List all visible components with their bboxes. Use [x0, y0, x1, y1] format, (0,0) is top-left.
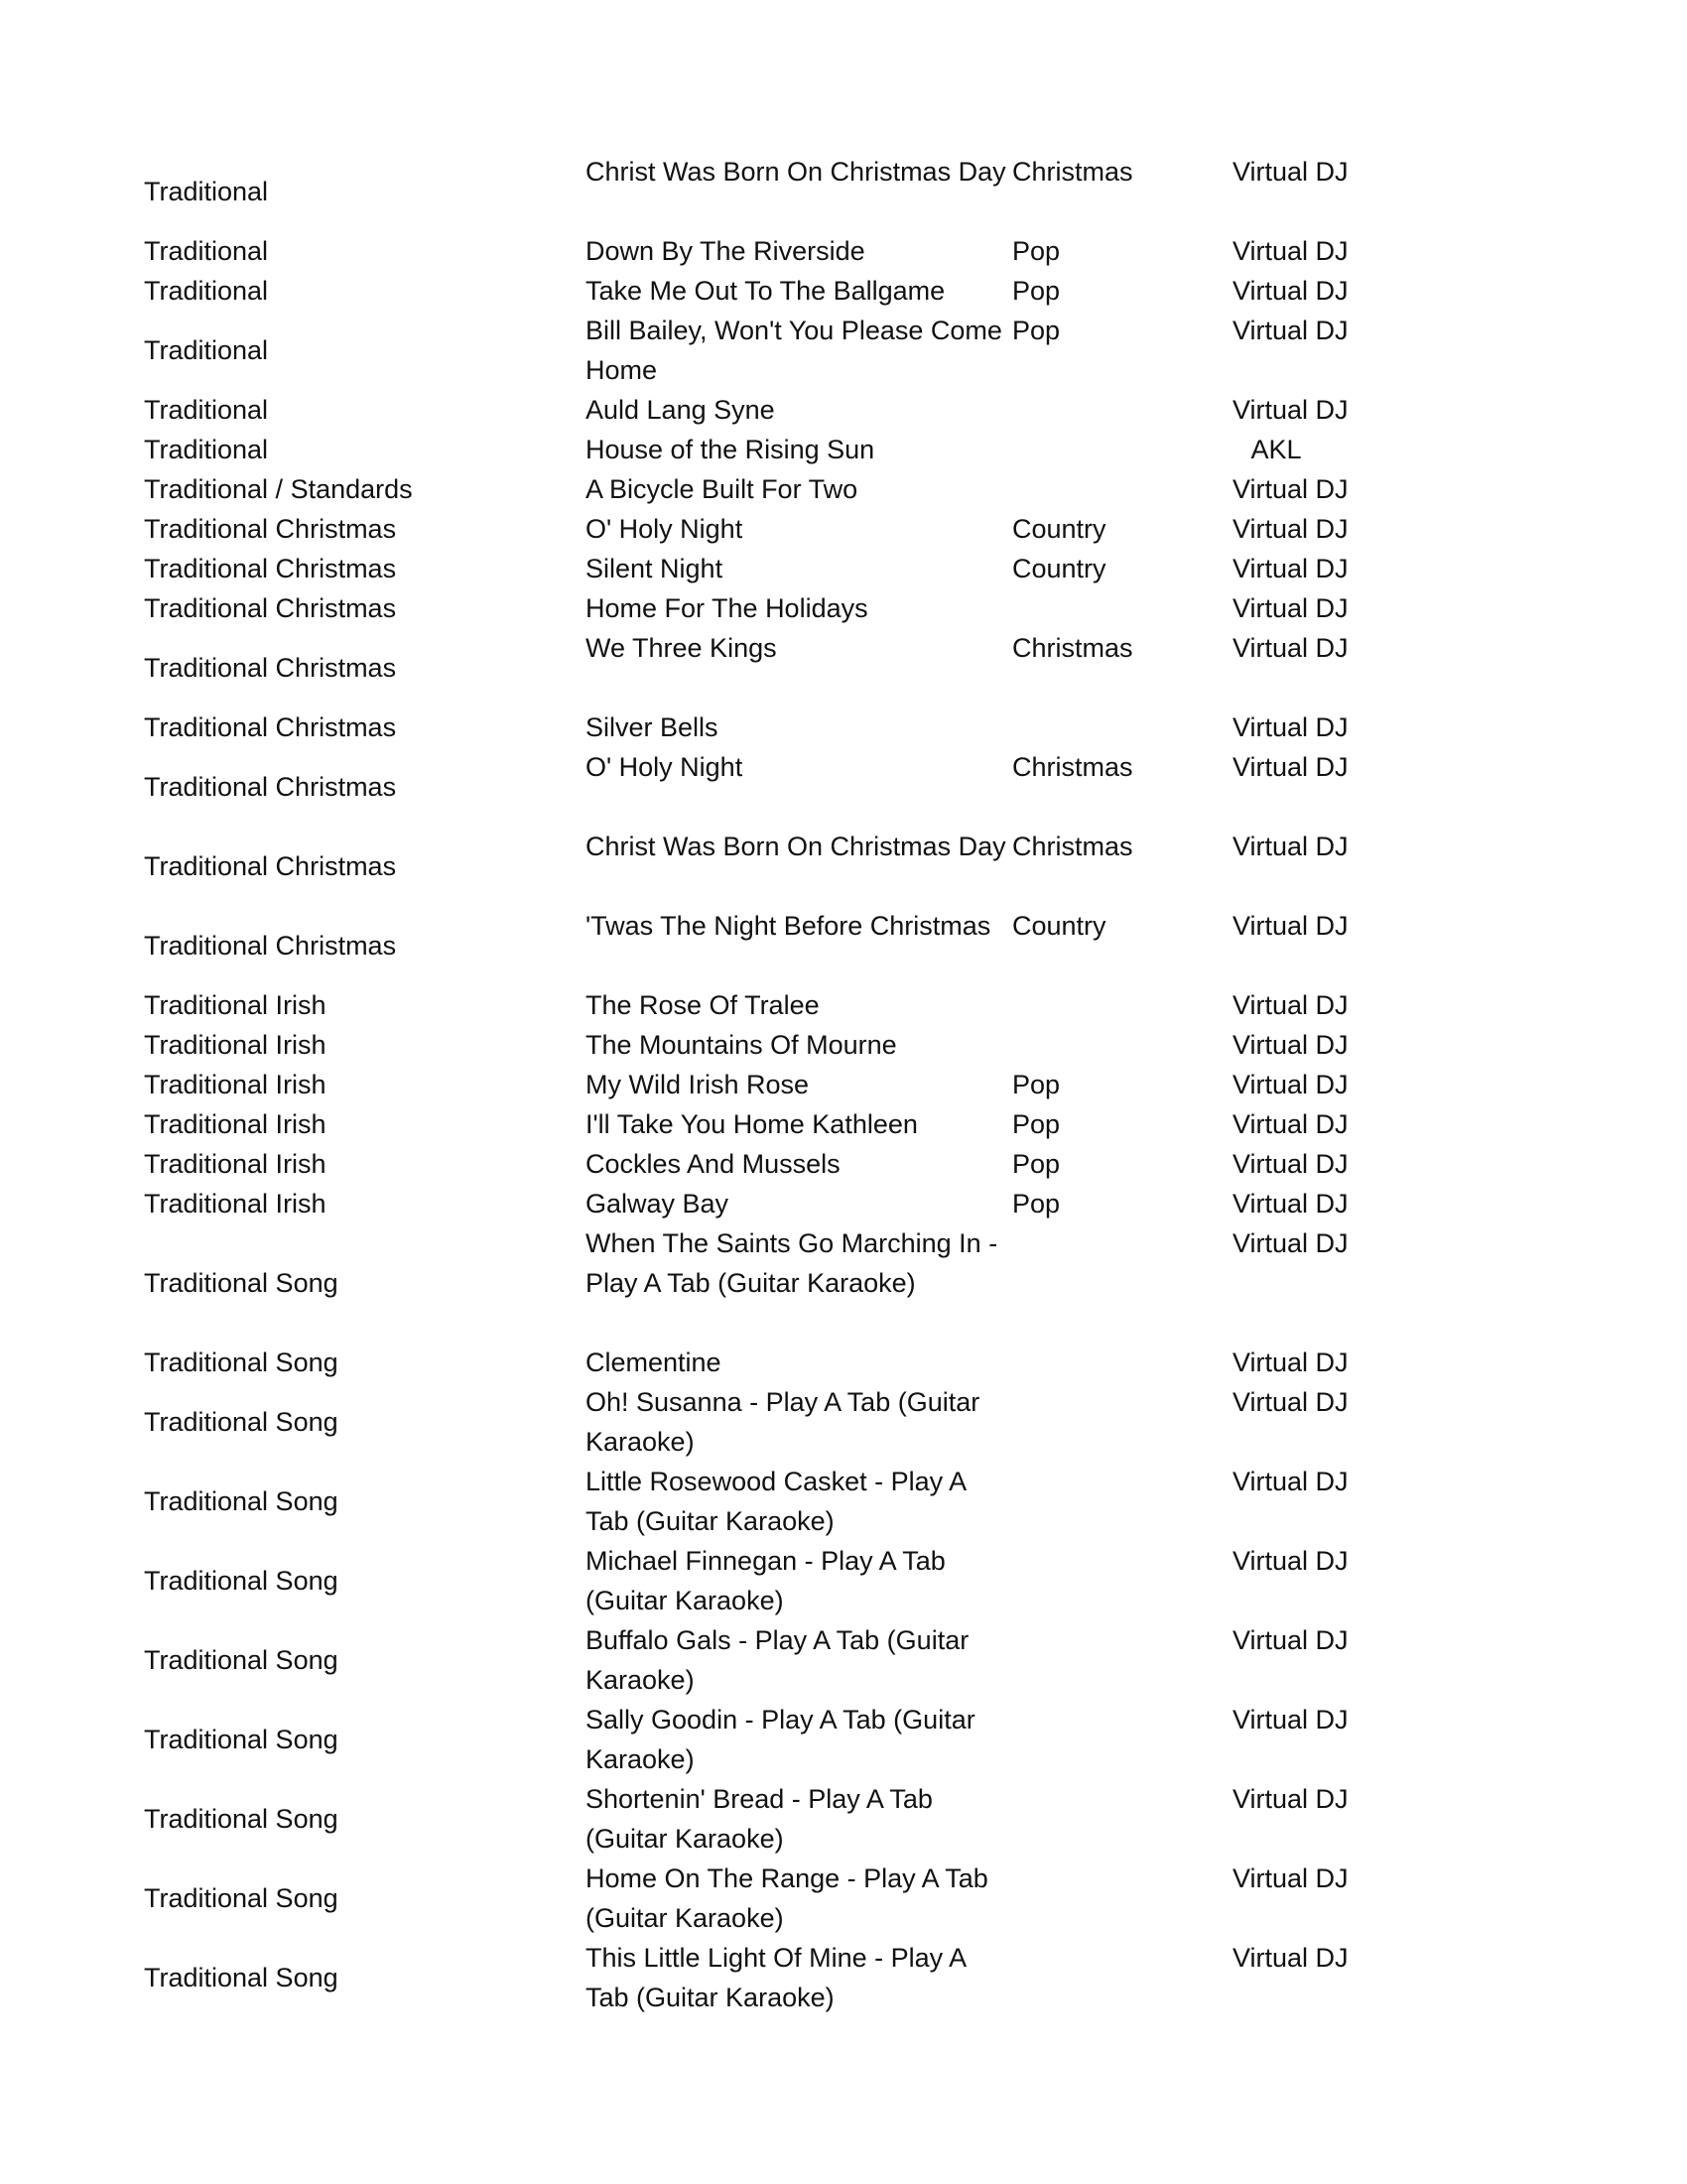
source-cell: Virtual DJ [1233, 1784, 1349, 1814]
table-row [144, 509, 1404, 549]
source-cell: Virtual DJ [1233, 1189, 1349, 1219]
title-cell: A Bicycle Built For Two [585, 474, 858, 504]
artist-cell: Traditional Christmas [144, 514, 397, 544]
source-cell: AKL [1250, 435, 1302, 464]
title-cell: 'Twas The Night Before Christmas [585, 911, 991, 941]
source-cell: Virtual DJ [1233, 157, 1349, 187]
title-cell: Home For The Holidays [585, 593, 868, 623]
title-cell: I'll Take You Home Kathleen [585, 1109, 918, 1139]
table-row [144, 231, 1404, 271]
source-cell: Virtual DJ [1233, 1348, 1349, 1377]
table-row [144, 588, 1404, 628]
genre-cell [1012, 588, 1233, 628]
table-row [144, 271, 1404, 311]
genre-cell: Pop [1012, 316, 1061, 345]
genre-cell [1012, 390, 1233, 430]
genre-cell: Country [1012, 554, 1106, 583]
title-cell: Take Me Out To The Ballgame [585, 276, 946, 306]
artist-cell: Traditional Irish [144, 1070, 326, 1099]
table-row [144, 1620, 1404, 1700]
artist-cell: Traditional Song [144, 1268, 338, 1298]
artist-cell: Traditional [144, 435, 269, 464]
artist-cell: Traditional Christmas [144, 712, 397, 742]
artist-cell: Traditional Song [144, 1883, 338, 1913]
artist-cell: Traditional Irish [144, 1149, 326, 1179]
artist-cell: Traditional Song [144, 1645, 338, 1675]
artist-cell: Traditional Song [144, 1725, 338, 1754]
title-cell: The Rose Of Tralee [585, 990, 820, 1020]
table-row [144, 1223, 1404, 1343]
artist-cell: Traditional Christmas [144, 593, 397, 623]
table-row [144, 390, 1404, 430]
genre-cell: Pop [1012, 1070, 1061, 1099]
table-row [144, 1025, 1404, 1065]
title-cell: Silent Night [585, 554, 723, 583]
genre-cell [1012, 707, 1233, 747]
genre-cell: Pop [1012, 236, 1061, 266]
table-row [144, 1382, 1404, 1462]
title-cell: Silver Bells [585, 712, 718, 742]
genre-cell: Pop [1012, 1149, 1061, 1179]
genre-cell: Pop [1012, 276, 1061, 306]
artist-cell: Traditional Irish [144, 990, 326, 1020]
source-cell: Virtual DJ [1233, 1863, 1349, 1893]
artist-cell: Traditional Irish [144, 1189, 326, 1219]
table-row [144, 1065, 1404, 1104]
title-cell: O' Holy Night [585, 514, 743, 544]
genre-cell: Pop [1012, 1109, 1061, 1139]
table-row [144, 430, 1404, 469]
genre-cell: Christmas [1012, 752, 1133, 782]
genre-cell [1012, 1382, 1233, 1462]
title-cell: Christ Was Born On Christmas Day [585, 832, 1006, 861]
table-row [144, 1462, 1404, 1541]
title-cell: Clementine [585, 1348, 721, 1377]
artist-cell: Traditional Christmas [144, 653, 397, 683]
source-cell: Virtual DJ [1233, 1070, 1349, 1099]
genre-cell [1012, 1343, 1233, 1382]
table-row [144, 152, 1404, 231]
artist-cell: Traditional Christmas [144, 554, 397, 583]
genre-cell: Country [1012, 911, 1106, 941]
title-cell: This Little Light Of Mine - Play A Tab (Guitar Karaoke) [585, 1943, 966, 2012]
title-cell: Down By The Riverside [585, 236, 865, 266]
artist-cell: Traditional Irish [144, 1109, 326, 1139]
source-cell: Virtual DJ [1233, 1546, 1349, 1576]
source-cell: Virtual DJ [1233, 1030, 1349, 1060]
artist-cell: Traditional [144, 395, 269, 425]
title-cell: Galway Bay [585, 1189, 729, 1219]
source-cell: Virtual DJ [1233, 554, 1349, 583]
artist-cell: Traditional / Standards [144, 474, 413, 504]
title-cell: Auld Lang Syne [585, 395, 775, 425]
source-cell: Virtual DJ [1233, 1228, 1349, 1258]
table-row [144, 1779, 1404, 1859]
source-cell: Virtual DJ [1233, 1387, 1349, 1417]
artist-cell: Traditional [144, 335, 269, 365]
source-cell: Virtual DJ [1233, 514, 1349, 544]
source-cell: Virtual DJ [1233, 474, 1349, 504]
genre-cell: Christmas [1012, 832, 1133, 861]
title-cell: House of the Rising Sun [585, 435, 875, 464]
title-cell: Cockles And Mussels [585, 1149, 841, 1179]
genre-cell: Christmas [1012, 157, 1133, 187]
table-row [144, 985, 1404, 1025]
genre-cell [1012, 1025, 1233, 1065]
table-row [144, 1343, 1404, 1382]
source-cell: Virtual DJ [1233, 1109, 1349, 1139]
source-cell: Virtual DJ [1233, 752, 1349, 782]
title-cell: O' Holy Night [585, 752, 743, 782]
title-cell: Sally Goodin - Play A Tab (Guitar Karaoke) [585, 1705, 975, 1774]
artist-cell: Traditional Song [144, 1348, 338, 1377]
artist-cell: Traditional Song [144, 1963, 338, 1992]
artist-cell: Traditional Christmas [144, 851, 397, 881]
table-row [144, 469, 1404, 509]
table-row [144, 1700, 1404, 1779]
title-cell: Michael Finnegan - Play A Tab (Guitar Karaoke) [585, 1546, 946, 1615]
artist-cell: Traditional Song [144, 1566, 338, 1596]
source-cell: Virtual DJ [1233, 832, 1349, 861]
title-cell: Bill Bailey, Won't You Please Come Home [585, 316, 1002, 385]
table-row [144, 628, 1404, 707]
title-cell: My Wild Irish Rose [585, 1070, 810, 1099]
artist-cell: Traditional [144, 177, 269, 206]
artist-cell: Traditional [144, 236, 269, 266]
genre-cell [1012, 469, 1233, 509]
genre-cell [1012, 1462, 1233, 1541]
title-cell: Home On The Range - Play A Tab (Guitar Karaoke) [585, 1863, 988, 1933]
source-cell: Virtual DJ [1233, 395, 1349, 425]
genre-cell [1012, 1700, 1233, 1779]
genre-cell [1012, 1541, 1233, 1620]
genre-cell [1012, 1938, 1233, 2017]
source-cell: Virtual DJ [1233, 316, 1349, 345]
source-cell: Virtual DJ [1233, 633, 1349, 663]
genre-cell: Christmas [1012, 633, 1133, 663]
artist-cell: Traditional Christmas [144, 772, 397, 802]
source-cell: Virtual DJ [1233, 1705, 1349, 1734]
table-row [144, 827, 1404, 906]
artist-cell: Traditional Song [144, 1486, 338, 1516]
genre-cell [1012, 430, 1233, 469]
genre-cell: Country [1012, 514, 1106, 544]
title-cell: The Mountains Of Mourne [585, 1030, 897, 1060]
title-cell: We Three Kings [585, 633, 777, 663]
genre-cell [1012, 1620, 1233, 1700]
table-row [144, 1859, 1404, 1938]
genre-cell [1012, 985, 1233, 1025]
table-row [144, 1104, 1404, 1144]
table-row [144, 1541, 1404, 1620]
title-cell: Little Rosewood Casket - Play A Tab (Guitar Karaoke) [585, 1467, 966, 1536]
title-cell: When The Saints Go Marching In - Play A Tab (Guitar Karaoke) [585, 1228, 998, 1298]
genre-cell: Pop [1012, 1189, 1061, 1219]
table-row [144, 747, 1404, 827]
source-cell: Virtual DJ [1233, 911, 1349, 941]
source-cell: Virtual DJ [1233, 1943, 1349, 1973]
table-row [144, 549, 1404, 588]
source-cell: Virtual DJ [1233, 276, 1349, 306]
source-cell: Virtual DJ [1233, 712, 1349, 742]
genre-cell [1012, 1859, 1233, 1938]
genre-cell [1012, 1779, 1233, 1859]
table-row [144, 707, 1404, 747]
source-cell: Virtual DJ [1233, 593, 1349, 623]
artist-cell: Traditional Christmas [144, 931, 397, 961]
title-cell: Buffalo Gals - Play A Tab (Guitar Karaoke) [585, 1625, 970, 1695]
genre-cell [1012, 1223, 1233, 1343]
artist-cell: Traditional [144, 276, 269, 306]
title-cell: Shortenin' Bread - Play A Tab (Guitar Karaoke) [585, 1784, 933, 1854]
table-row [144, 906, 1404, 985]
source-cell: Virtual DJ [1233, 1467, 1349, 1496]
source-cell: Virtual DJ [1233, 1149, 1349, 1179]
title-cell: Christ Was Born On Christmas Day [585, 157, 1006, 187]
source-cell: Virtual DJ [1233, 1625, 1349, 1655]
title-cell: Oh! Susanna - Play A Tab (Guitar Karaoke) [585, 1387, 980, 1457]
table-row [144, 311, 1404, 390]
song-list-table [144, 152, 1404, 2017]
artist-cell: Traditional Song [144, 1804, 338, 1834]
table-row [144, 1938, 1404, 2017]
artist-cell: Traditional Irish [144, 1030, 326, 1060]
artist-cell: Traditional Song [144, 1407, 338, 1437]
table-row [144, 1184, 1404, 1223]
source-cell: Virtual DJ [1233, 236, 1349, 266]
source-cell: Virtual DJ [1233, 990, 1349, 1020]
table-row [144, 1144, 1404, 1184]
